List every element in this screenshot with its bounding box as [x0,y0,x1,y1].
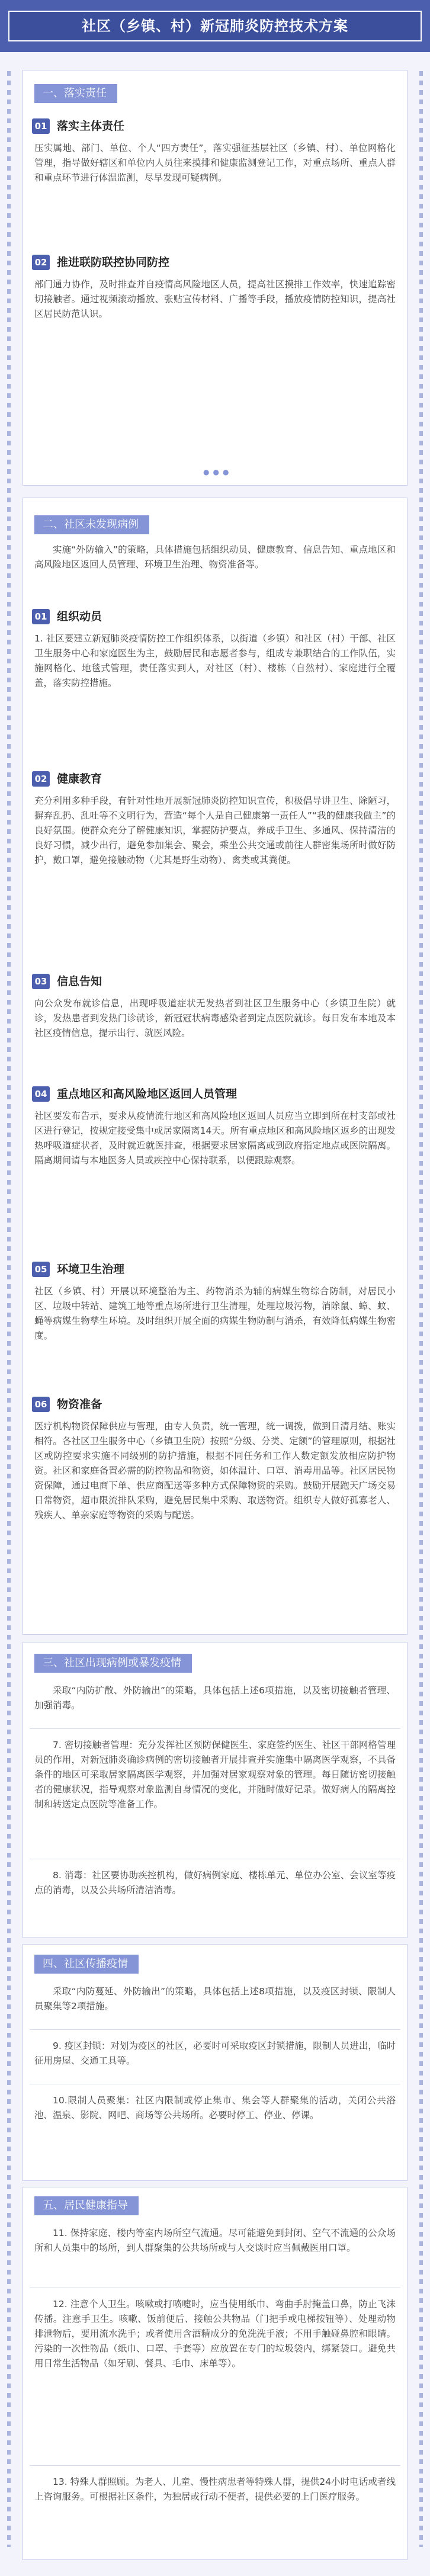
numbered-paragraph: 12. 注意个人卫生。咳嗽或打喷嚏时，应当使用纸巾、弯曲手肘掩盖口鼻，防止飞沫传播。注意手卫生。咳嗽、饭前便后、接触公共物品（门把手或电梯按钮等）、处理动物排泄物后，要用流水洗手；或者使用含酒精成分的免洗洗手液；不用手触碰鼻腔和眼睛。污染的一次性物品（纸巾、口罩、手套等）应放置在专门的垃圾袋内，绑紧袋口。避免共用日常生活物品（如牙刷、餐具、毛巾、床单等）。 [34,2299,396,2369]
section-intro: 采取“内防蔓延、外防输出”的策略，具体包括上述8项措施，以及疫区封锁、限制人员聚集等2项措施。 [34,1986,396,2012]
section-intro: 实施“外防输入”的策略，具体措施包括组织动员、健康教育、信息告知、重点地区和高风险地区返回人员管理、环境卫生治理、物资准备等。 [34,544,396,570]
numbered-paragraph: 11. 保持家庭、楼内等室内场所空气流通。尽可能避免到封闭、空气不流通的公众场所和人员集中的场所，到人群聚集的公共场所或与人交谈时应当佩戴医用口罩。 [34,2228,396,2253]
item-title: 落实主体责任 [57,120,125,133]
item-number-badge: 01 [32,609,50,624]
item-title: 重点地区和高风险地区返回人员管理 [57,1087,238,1101]
item-number-badge: 02 [32,255,50,270]
dots-divider-icon: ●●● [203,468,233,476]
item-number-badge: 04 [32,1086,50,1102]
page-title: 社区（乡镇、村）新冠肺炎防控技术方案 [8,11,422,41]
item-title: 健康教育 [57,772,102,785]
numbered-paragraph: 13. 特殊人群照顾。为老人、儿童、慢性病患者等特殊人群，提供24小时电话或者线上咨询服务。可根据社区条件，为独居或行动不便者，提供必要的上门医疗服务。 [34,2476,396,2502]
divider [30,2029,400,2030]
item-title: 组织动员 [57,610,102,623]
left-stripe-decoration [7,71,11,2547]
item-text: 充分利用多种手段，有针对性地开展新冠肺炎防控知识宣传，积极倡导讲卫生、除陋习，摒弃乱扔、乱吐等不文明行为，营造“每个人是自己健康第一责任人”“我的健康我做主”的良好氛围。使群众充分了解健康知识，掌握防护要点，养成手卫生、多通风、保持清洁的良好习惯，减少出行，避免参加集会、聚会，乘坐公共交通或前往人群密集场所时做好防护，戴口罩，避免接触动物（尤其是野生动物）、禽类或其粪便。 [34,795,396,865]
item-number-badge: 03 [32,974,50,989]
item-text: 1. 社区要建立新冠肺炎疫情防控工作组织体系，以街道（乡镇）和社区（村）干部、社区卫生服务中心和家庭医生为主，鼓励居民和志愿者参与，组成专兼职结合的工作队伍，实施网格化、地毯式管理，责任落实到人，对社区（村）、楼栋（自然村）、家庭进行全覆盖，落实防控措施。 [34,633,396,688]
title-bar [0,0,430,52]
section-intro: 采取“内防扩散、外防输出”的策略，具体包括上述6项措施，以及密切接触者管理、加强消毒。 [34,1685,396,1711]
section-heading: 三、社区出现病例或暴发疫情 [34,1654,192,1673]
numbered-paragraph: 10.限制人员聚集：社区内限制或停止集市、集会等人群聚集的活动，关闭公共浴池、温泉、影院、网吧、商场等公共场所。必要时停工、停业、停课。 [34,2095,396,2121]
section-heading: 四、社区传播疫情 [34,1955,139,1974]
item-title: 信息告知 [57,975,102,988]
numbered-paragraph: 7. 密切接触者管理：充分发挥社区预防保健医生、家庭签约医生、社区干部网格管理员的作用，对新冠肺炎确诊病例的密切接触者开展排查并实施集中隔离医学观察，不具备条件的地区可采取居家隔离医学观察，并加强对居家观察对象的管理。每日随访密切接触者的健康状况，指导观察对象监测自身情况的变化，并随时做好记录。做好病人的隔离控制和转送定点医院等准备工作。 [34,1740,396,1810]
section-heading: 二、社区未发现病例 [34,515,149,534]
numbered-paragraph: 8. 消毒：社区要协助疾控机构，做好病例家庭、楼栋单元、单位办公室、会议室等疫点的消毒，以及公共场所清洁消毒。 [34,1870,396,1895]
item-number-badge: 01 [32,118,50,134]
item-number-badge: 02 [32,771,50,787]
item-number-badge: 05 [32,1262,50,1277]
item-title: 物资准备 [57,1398,102,1411]
divider [30,1728,400,1729]
item-title: 推进联防联控协同防控 [57,256,170,269]
section-heading: 五、居民健康指导 [34,2196,139,2215]
item-text: 医疗机构物资保障供应与管理，由专人负责，统一管理，统一调拨，做到日清月结、账实相符。各社区卫生服务中心（乡镇卫生院）按照“分级、分类、定额”的管理原则，根据社区或防控要求实施不同级别的防护措施，根据不同任务和工作人数定额发放相应防护物资。社区和家庭备置必需的防控物品和物资，如体温计、口罩、消毒用品等。社区居民物资保障，通过电商下单、供应商配送等多种方式保障物资的采购。鼓励开展跑天广场交易日常物资，超市限流排队采购，避免居民集中采购、取送物资。组织专人做好孤寡老人、残疾人、单亲家庭等物资的采购与配送。 [34,1421,396,1520]
item-text: 社区（乡镇、村）开展以环境整治为主、药物消杀为辅的病媒生物综合防制，对居民小区、垃圾中转站、建筑工地等重点场所进行卫生清理，处理垃圾污物，消除鼠、蟑、蚊、蝇等病媒生物孳生环境。及时组织开展全面的病媒生物防制与消杀，有效降低病媒生物密度。 [34,1286,396,1341]
divider [30,2465,400,2466]
right-stripe-decoration [419,71,423,2547]
item-text: 向公众发布就诊信息，出现呼吸道症状无发热者到社区卫生服务中心（乡镇卫生院）就诊，发热患者到发热门诊就诊，新冠冠状病毒感染者到定点医院就诊。每日发布本地及本社区疫情信息，提示出行、就医风险。 [34,998,396,1038]
numbered-paragraph: 9. 疫区封锁：对划为疫区的社区，必要时可采取疫区封锁措施，限制人员进出，临时征用房屋、交通工具等。 [34,2041,396,2066]
item-text: 社区要发布告示，要求从疫情流行地区和高风险地区返回人员应当立即到所在村支部或社区进行登记，按规定接受集中或居家隔离14天。所有重点地区和高风险地区返乡的出现发热呼吸道症状者，及时就近就医排查，根据要求居家隔离或到政府指定地点或医院隔离。隔离期间请与本地医务人员或疾控中心保持联系，以便跟踪观察。 [34,1111,396,1166]
section-heading: 一、落实责任 [34,84,117,103]
item-number-badge: 06 [32,1397,50,1412]
item-text: 部门通力协作，及时排查并自疫情高风险地区人员，提高社区摸排工作效率，快速追踪密切接触者。通过视频滚动播放、张贴宣传材料、广播等手段，播放疫情防控知识，提高社区居民防范认识。 [34,279,396,319]
item-title: 环境卫生治理 [57,1263,125,1276]
item-text: 压实属地、部门、单位、个人“四方责任”，落实强征基层社区（乡镇、村）、单位网格化管理，指导做好辖区和单位内人员往来摸排和健康监测登记工作，对重点场所、重点人群和重点环节进行体温监测，尽早发现可疑病例。 [34,143,396,183]
